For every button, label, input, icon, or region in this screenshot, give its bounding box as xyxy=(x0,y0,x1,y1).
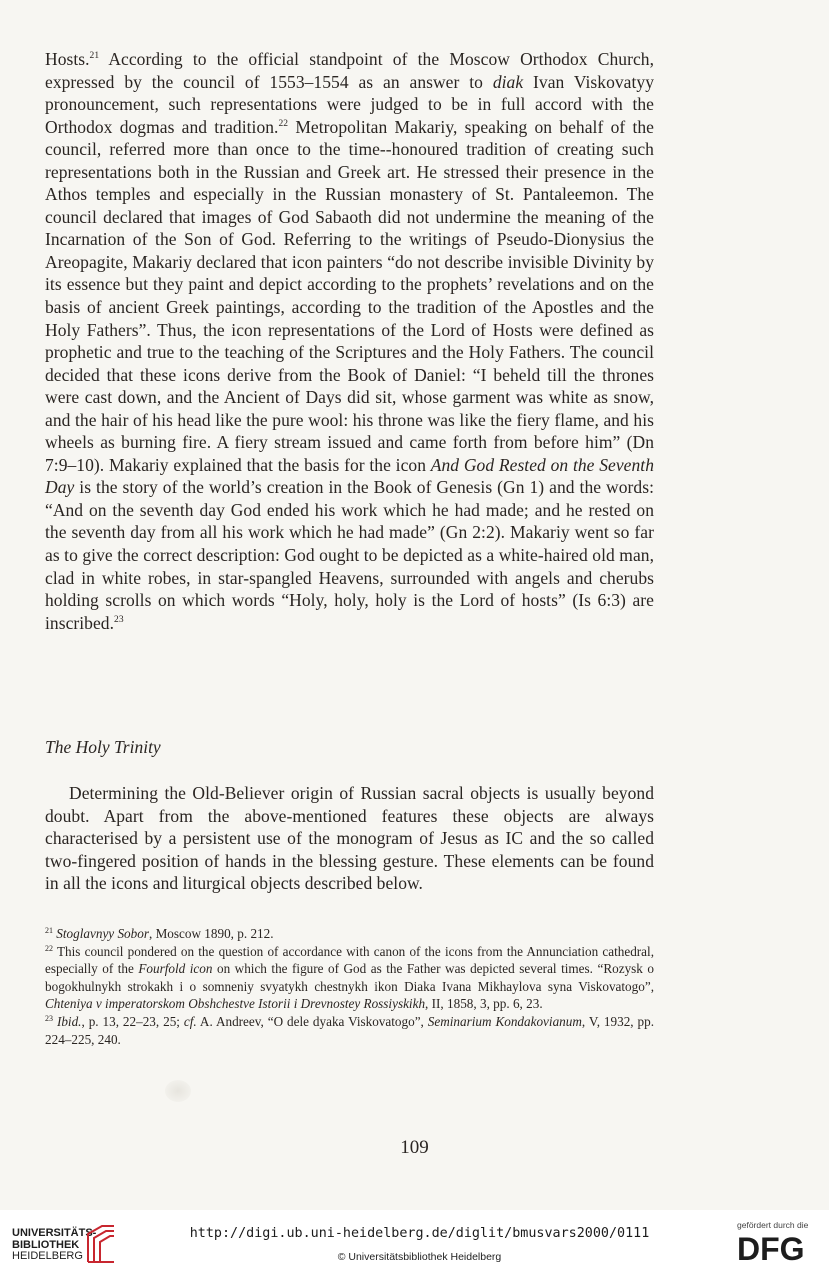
dfg-logo-text: DFG xyxy=(737,1232,805,1264)
italic-term: diak xyxy=(492,71,524,92)
paragraph-1 xyxy=(45,48,654,634)
footnote-number: 22 xyxy=(45,943,53,953)
page-number: 109 xyxy=(400,1137,429,1158)
main-text xyxy=(45,48,654,634)
footnotes xyxy=(45,925,654,1048)
text-run: According to the official standpoint of the Moscow Orthodox Church, expressed by the council of 1553–1554 as an answer to xyxy=(45,49,654,92)
footnote-23 xyxy=(45,1013,654,1048)
text-run: is the story of the world’s creation in the Book of Genesis (Gn 1) and the words: “And on the seventh day God ended his work which he had made; and he rested on the seventh day from all his work which he had made” (Gn 2:2). Makariy went so far as to give the correct description: God ought to be depicted as a white-haired old man, clad in white robes, in star-spangled Heavens, surrounded with angels and cherubs holding scrolls on which words “Holy, holy, holy is the Lord of hosts” (Is 6:3) are inscribed. xyxy=(45,477,654,633)
footnote-italic: Stoglavnyy Sobor xyxy=(56,926,149,941)
text-run: Ivan Viskovatyy pronouncement, such representations were judged to be in full accord with the Orthodox dogmas and tradition. xyxy=(45,71,654,137)
text-run: Hosts. xyxy=(45,49,90,69)
digitization-url-link[interactable]: http://digi.ub.uni-heidelberg.de/diglit/bmusvars2000/0111 xyxy=(189,1226,650,1241)
footnote-22 xyxy=(45,943,654,1013)
footnote-italic: Chteniya v imperatorskom Obshchestve Istorii i Drevnostey Rossiyskikh xyxy=(45,996,426,1012)
footnote-number: 23 xyxy=(45,1013,53,1023)
footnote-italic: cf. xyxy=(183,1013,197,1029)
library-line: UNIVERSITÄTS- xyxy=(12,1227,97,1239)
footnote-21 xyxy=(45,925,654,943)
paper-smudge xyxy=(165,1080,191,1102)
footnote-ref-22: 22 xyxy=(278,118,289,129)
library-line: HEIDELBERG xyxy=(12,1250,83,1262)
copyright-notice: © Universitätsbibliothek Heidelberg xyxy=(337,1251,502,1263)
italic-icon-title: And God Rested on the Seventh Day xyxy=(45,454,654,498)
footnote-text: A. Andreev, “O dele dyaka Viskovatogo”, xyxy=(196,1013,428,1029)
footnote-text: , p. 13, 22–23, 25; xyxy=(81,1013,184,1029)
footnote-ref-23: 23 xyxy=(114,614,124,625)
paragraph-2: Determining the Old-Believer origin of Russian sacral objects is usually beyond doubt. Apart from the above-mentioned features these objects are always characterised by a persistent use of the monogram of Jesus as IC and the so called two-fingered position of hands in the blessing gesture. These elements can be found in all the icons and liturgical objects described below. xyxy=(45,783,654,894)
text-run: Metropolitan Makariy, speaking on behalf of the council, referred more than once to the time--honoured tradition of creating such representations both in the Russian and Greek art. He stressed their presence in the Athos temples and especially in the Russian monastery of St. Pantaleemon. The council declared that images of God Sabaoth did not undermine the meaning of the Incarnation of the Son of God. Referring to the writings of Pseudo-Dionysius the Areopagite, Makariy declared that icon painters “do not describe invisible Divinity by its essence but they paint and depict according to the prophets’ revelations and on the basis of ancient Greek paintings, according to the tradition of the Apostles and the Holy Fathers”. Thus, the icon representations of the Lord of Hosts were defined as prophetic and true to the teaching of the Scriptures and the Holy Fathers. The council decided that these icons derive from the Book of Daniel: “I beheld till the thrones were cast down, and the Ancient of Days did sit, whose garment was white as snow, and the hair of his head like the pure wool: his throne was like the fiery flame, and his wheels as burning fire. A fiery stream issued and came forth from before him” (Dn 7:9–10). Makariy explained that the basis for the icon xyxy=(45,116,655,475)
dfg-logo-icon[interactable] xyxy=(737,1232,817,1264)
main-text-2 xyxy=(45,782,654,895)
library-line: BIBLIOTHEK xyxy=(12,1238,80,1251)
footnote-italic: Ibid. xyxy=(56,1013,82,1029)
section-heading: The Holy Trinity xyxy=(45,737,161,757)
footnote-text: This council pondered on the question of accordance with canon of the icons from the Annunciation cathedral, especially of the xyxy=(45,943,654,977)
footnote-text: , V, 1932, pp. 224–225, 240. xyxy=(45,1013,655,1047)
footnote-number: 21 xyxy=(45,926,53,935)
digitization-footer xyxy=(0,1210,829,1274)
footnote-text: , II, 1858, 3, pp. 6, 23. xyxy=(425,996,543,1012)
footnote-ref-21: 21 xyxy=(89,51,100,61)
footnote-text: on which the figure of God as the Father was depicted several times. “Rozysk o bogokhulnykh strokakh i o somneniy svyatykh chestnykh ikon Diaka Ivana Mikhaylova syna Viskovatogo”, xyxy=(45,961,654,994)
footnote-text: , Moscow 1890, p. 212. xyxy=(148,926,274,941)
funder-caption: gefördert durch die xyxy=(737,1220,809,1230)
footnote-italic: Seminarium Kondakovianum xyxy=(427,1013,582,1029)
footnote-italic: Fourfold icon xyxy=(138,961,213,977)
